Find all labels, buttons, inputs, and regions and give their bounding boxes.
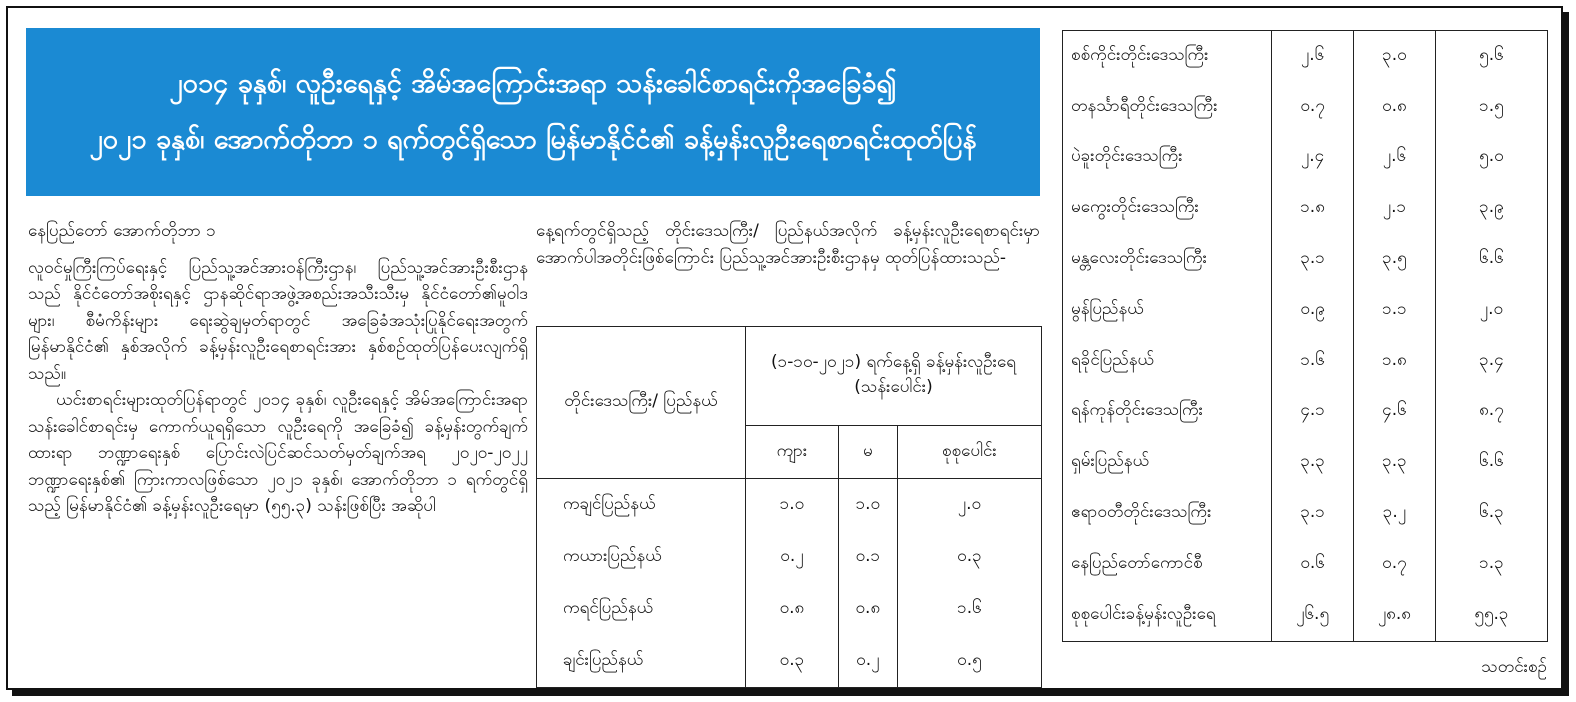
male-value: ၀.၂ [746,531,839,583]
total-value: ၆.၃ [1435,488,1547,539]
female-header: မ [838,426,897,479]
male-value: ၂၆.၅ [1272,590,1354,641]
total-value: ၂.၀ [1435,285,1547,336]
region-name: တနင်္သာရီတိုင်းဒေသကြီး [1063,82,1272,133]
news-source: သတင်းစဉ် [1481,657,1547,677]
dateline: နေပြည်တော် အောက်တိုဘာ ၁ [28,221,216,241]
region-name: မန္တလေးတိုင်းဒေသကြီး [1063,234,1272,285]
female-value: ၀.၈ [1354,82,1436,133]
table-row [1063,285,1548,336]
total-value: ၆.၆ [1435,234,1547,285]
male-value: ၀.၆ [1272,539,1354,590]
male-value: ၀.၉ [1272,285,1354,336]
male-value: ၂.၄ [1272,133,1354,184]
total-value: ၂.၀ [897,479,1041,532]
region-name: ရခိုင်ပြည်နယ် [1063,336,1272,387]
female-value: ၂၈.၈ [1354,590,1436,641]
table-row [1063,31,1548,82]
female-value: ၀.၈ [838,583,897,635]
table-row [1063,82,1548,133]
table-row [1063,387,1548,438]
estimate-group-header: (၁-၁၀-၂၀၂၁) ရက်နေ့ရှိ ခန့်မှန်းလူဦးရေ (သန်းပေါင်း) [746,327,1042,426]
headline-banner [26,28,1040,196]
total-value: ၀.၅ [897,635,1041,688]
female-value: ၂.၆ [1354,133,1436,184]
region-name: ကချင်ပြည်နယ် [537,479,746,532]
table-row [537,583,1042,635]
region-name: ကရင်ပြည်နယ် [537,583,746,635]
male-value: ၀.၈ [746,583,839,635]
male-value: ၁.၆ [1272,336,1354,387]
female-value: ၀.၁ [838,531,897,583]
table-row [1063,437,1548,488]
female-value: ၂.၁ [1354,183,1436,234]
female-value: ၁.၁ [1354,285,1436,336]
region-name: စစ်ကိုင်းတိုင်းဒေသကြီး [1063,31,1272,82]
region-name: ရှမ်းပြည်နယ် [1063,437,1272,488]
total-value: ၅၅.၃ [1435,590,1547,641]
table-row [1063,183,1548,234]
population-table-right [1062,30,1548,642]
region-name: ချင်းပြည်နယ် [537,635,746,688]
total-value: ၃.၄ [1435,336,1547,387]
male-value: ၂.၆ [1272,31,1354,82]
article-column-1 [28,218,528,520]
table-row [1063,539,1548,590]
male-header: ကျား [746,426,839,479]
region-name: ပဲခူးတိုင်းဒေသကြီး [1063,133,1272,184]
news-article-frame [6,6,1563,690]
male-value: ၁.၀ [746,479,839,532]
total-value: ၁.၅ [1435,82,1547,133]
region-name: စုစုပေါင်းခန့်မှန်းလူဦးရေ [1063,590,1272,641]
table-row [1063,336,1548,387]
table-total-row [1063,590,1548,641]
headline-line-1: ၂၀၁၄ ခုနှစ်၊ လူဦးရေနှင့် အိမ်အကြောင်းအရာ သန်းခေါင်စာရင်းကိုအခြေခံ၍ [169,68,897,99]
region-name: နေပြည်တော်ကောင်စီ [1063,539,1272,590]
female-value: ၁.၀ [838,479,897,532]
total-value: ၅.၀ [1435,133,1547,184]
female-value: ၃.၅ [1354,234,1436,285]
table-row [1063,133,1548,184]
total-value: ၁.၃ [1435,539,1547,590]
table-row [537,635,1042,688]
male-value: ၁.၈ [1272,183,1354,234]
female-value: ၄.၆ [1354,387,1436,438]
male-value: ၃.၃ [1272,437,1354,488]
male-value: ၃.၁ [1272,234,1354,285]
total-value: ၅.၆ [1435,31,1547,82]
male-value: ၀.၃ [746,635,839,688]
region-name: မကွေးတိုင်းဒေသကြီး [1063,183,1272,234]
table-row [1063,488,1548,539]
total-value: ၆.၆ [1435,437,1547,488]
region-name: ကယားပြည်နယ် [537,531,746,583]
total-value: ၁.၆ [897,583,1041,635]
female-value: ၀.၂ [838,635,897,688]
headline-line-2: ၂၀၂၁ ခုနှစ်၊ အောက်တိုဘာ ၁ ရက်တွင်ရှိသော မြန်မာနိုင်ငံ၏ ခန့်မှန်းလူဦးရေစာရင်းထုတ်ပြန် [89,124,977,155]
female-value: ၁.၈ [1354,336,1436,387]
table-row [537,479,1042,532]
population-table-left [536,326,1042,688]
total-value: ၈.၇ [1435,387,1547,438]
male-value: ၀.၇ [1272,82,1354,133]
region-name: ရန်ကုန်တိုင်းဒေသကြီး [1063,387,1272,438]
female-value: ၃.၃ [1354,437,1436,488]
article-paragraph-2: ယင်းစာရင်းများထုတ်ပြန်ရာတွင် ၂၀၁၄ ခုနှစ်၊ လူဦးရေနှင့် အိမ်အကြောင်းအရာသန်းခေါင်စာရင်းမှ ကောက်ယူရရှိသော လူဦးရေကို အခြေခံ၍ ခန့်မှန်းတွက်ချက်ထားရာ ဘဏ္ဍာရေးနှစ် ပြောင်းလဲပြင်ဆင်သတ်မှတ်ချက်အရ ၂၀၂၀-၂၀၂၂ ဘဏ္ဍာရေးနှစ်၏ ကြားကာလဖြစ်သော ၂၀၂၁ ခုနှစ်၊ အောက်တိုဘာ ၁ ရက်တွင်ရှိသည့် မြန်မာနိုင်ငံ၏ ခန့်မှန်းလူဦးရေမှာ (၅၅.၃) သန်းဖြစ်ပြီး အဆိုပါ [28,390,528,516]
male-value: ၃.၁ [1272,488,1354,539]
total-value: ၃.၉ [1435,183,1547,234]
region-name: မွန်ပြည်နယ် [1063,285,1272,336]
male-value: ၄.၁ [1272,387,1354,438]
total-header: စုစုပေါင်း [897,426,1041,479]
total-value: ၀.၃ [897,531,1041,583]
table-row [537,531,1042,583]
region-name: ဧရာဝတီတိုင်းဒေသကြီး [1063,488,1272,539]
female-value: ၀.၇ [1354,539,1436,590]
article-paragraph-1: လူဝင်မှုကြီးကြပ်ရေးနှင့် ပြည်သူ့အင်အားဝန်ကြီးဌာန၊ ပြည်သူ့အင်အားဦးစီးဌာနသည် နိုင်ငံတော်အစိုးရနှင့် ဌာနဆိုင်ရာအဖွဲ့အစည်းအသီးသီးမှ နိုင်ငံတော်၏မူဝါဒများ၊ စီမံကိန်းများ ရေးဆွဲချမှတ်ရာတွင် အခြေခံအသုံးပြုနိုင်ရေးအတွက် မြန်မာနိုင်ငံ၏ နှစ်အလိုက် ခန့်မှန်းလူဦးရေစာရင်းအား နှစ်စဉ်ထုတ်ပြန်ပေးလျက်ရှိသည်။ [28,257,528,384]
table-row [1063,234,1548,285]
region-header: တိုင်းဒေသကြီး/ ပြည်နယ် [537,327,746,479]
female-value: ၃.၀ [1354,31,1436,82]
article-paragraph-3: နေ့ရက်တွင်ရှိသည့် တိုင်းဒေသကြီး/ ပြည်နယ်အလိုက် ခန့်မှန်းလူဦးရေစာရင်းမှာ အောက်ပါအတိုင်းဖြစ်ကြောင်း ပြည်သူ့အင်အားဦးစီးဌာနမှ ထုတ်ပြန်ထားသည်- [536,221,1040,268]
female-value: ၃.၂ [1354,488,1436,539]
